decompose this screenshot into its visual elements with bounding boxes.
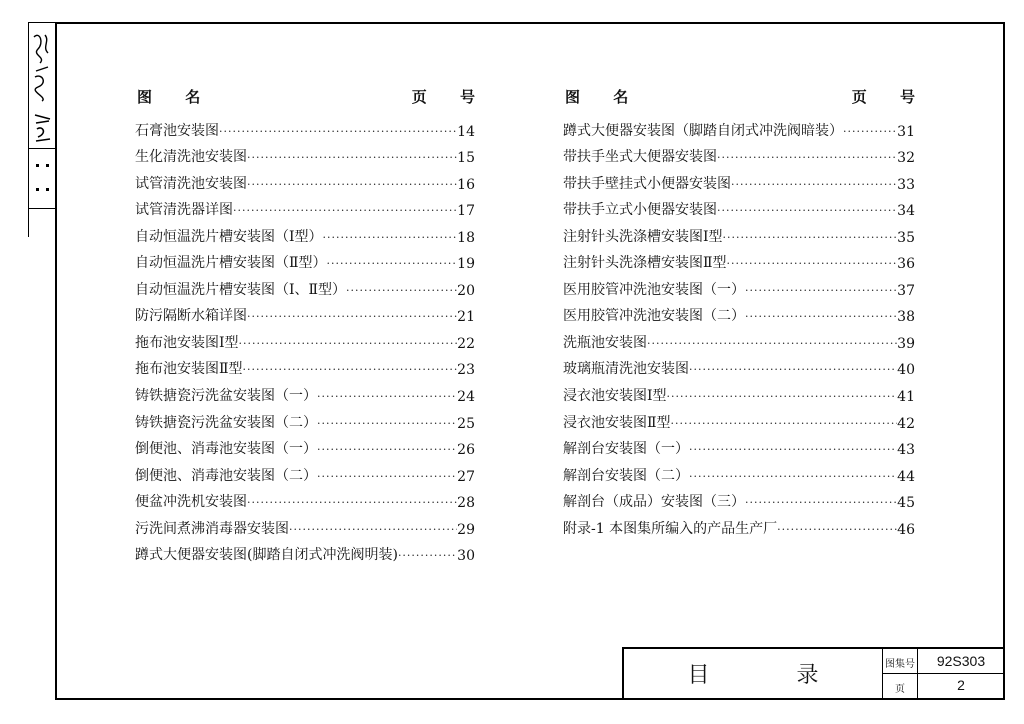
entry-list xyxy=(135,113,475,564)
index-entry xyxy=(135,485,475,512)
entry-page: 26 xyxy=(457,442,475,459)
entry-page: 28 xyxy=(457,495,475,512)
index-entry xyxy=(135,272,475,299)
entry-title: 带扶手立式小便器安装图 xyxy=(563,202,717,219)
header-drawing-name: 图 名 xyxy=(565,88,643,106)
column-header xyxy=(135,86,489,108)
dot-leader xyxy=(233,204,457,219)
dot-leader xyxy=(717,204,897,219)
entry-title: 铸铁搪瓷污洗盆安装图（一） xyxy=(135,388,317,405)
index-column-right xyxy=(563,86,929,538)
binding-margin xyxy=(28,22,55,237)
entry-list xyxy=(563,113,915,538)
entry-page: 18 xyxy=(457,229,475,246)
entry-title: 试管清洗池安装图 xyxy=(135,175,247,192)
index-entry xyxy=(135,246,475,273)
dot-leader xyxy=(247,310,457,325)
index-entry xyxy=(563,325,915,352)
page-label: 页 xyxy=(895,684,905,695)
atlas-number-label: 图集号 xyxy=(885,659,915,670)
entry-page: 15 xyxy=(457,150,475,167)
dot-leader xyxy=(745,310,897,325)
header-drawing-name: 图 名 xyxy=(137,88,215,106)
entry-title: 防污隔断水箱详图 xyxy=(135,308,247,325)
entry-page: 19 xyxy=(457,256,475,273)
index-entry xyxy=(563,219,915,246)
entry-title: 便盆冲洗机安装图 xyxy=(135,494,247,511)
dot-leader xyxy=(317,470,457,485)
entry-page: 42 xyxy=(897,415,915,432)
dot-leader xyxy=(239,337,458,352)
dot-leader xyxy=(247,151,457,166)
index-entry xyxy=(135,140,475,167)
index-entry xyxy=(135,113,475,140)
approval-scribble xyxy=(32,111,54,145)
entry-page: 46 xyxy=(897,521,915,538)
entry-title: 自动恒温洗片槽安装图（Ⅰ、Ⅱ型） xyxy=(135,281,347,298)
entry-title: 附录-1 本图集所编入的产品生产厂 xyxy=(563,520,778,537)
dot-leader xyxy=(317,390,457,405)
entry-page: 32 xyxy=(897,150,915,167)
header-page-number: 页 号 xyxy=(411,88,489,106)
signature-scribble xyxy=(30,27,54,105)
index-entry xyxy=(135,432,475,459)
index-entry xyxy=(563,193,915,220)
entry-title: 浸衣池安装图Ⅱ型 xyxy=(563,414,671,431)
entry-page: 45 xyxy=(897,495,915,512)
entry-page: 20 xyxy=(457,282,475,299)
divider xyxy=(882,673,1003,674)
index-entry xyxy=(563,432,915,459)
dot-leader xyxy=(323,231,458,246)
entry-page: 22 xyxy=(457,335,475,352)
entry-page: 23 xyxy=(457,362,475,379)
index-entry xyxy=(135,325,475,352)
index-entry xyxy=(135,378,475,405)
entry-page: 39 xyxy=(897,335,915,352)
entry-page: 37 xyxy=(897,282,915,299)
entry-title: 洗瓶池安装图 xyxy=(563,334,647,351)
entry-title: 带扶手坐式大便器安装图 xyxy=(563,149,717,166)
index-entry xyxy=(135,299,475,326)
index-entry xyxy=(135,193,475,220)
dot-leader xyxy=(731,178,897,193)
dot-leader xyxy=(327,257,458,272)
dot-leader xyxy=(723,231,898,246)
dot-leader xyxy=(667,390,898,405)
entry-title: 带扶手壁挂式小便器安装图 xyxy=(563,175,731,192)
entry-page: 24 xyxy=(457,389,475,406)
entry-title: 倒便池、消毒池安装图（二） xyxy=(135,467,317,484)
entry-title: 解剖台安装图（一） xyxy=(563,441,689,458)
dot-leader xyxy=(317,443,457,458)
margin-cell-marks xyxy=(29,149,56,209)
entry-page: 41 xyxy=(897,389,915,406)
entry-page: 14 xyxy=(457,123,475,140)
dot-leader xyxy=(289,523,457,538)
index-entry xyxy=(563,378,915,405)
index-entry xyxy=(563,246,915,273)
dot-leader xyxy=(717,151,897,166)
index-entry xyxy=(135,352,475,379)
dot-leader xyxy=(745,496,897,511)
atlas-number-value: 92S303 xyxy=(936,653,986,669)
index-entry xyxy=(563,405,915,432)
header-page-number: 页 号 xyxy=(851,88,929,106)
entry-title: 医用胶管冲洗池安装图（二） xyxy=(563,308,745,325)
dot-leader xyxy=(727,257,898,272)
index-entry xyxy=(135,166,475,193)
entry-title: 铸铁搪瓷污洗盆安装图（二） xyxy=(135,414,317,431)
index-column-left xyxy=(135,86,489,565)
entry-title: 石膏池安装图 xyxy=(135,122,219,139)
index-entry xyxy=(563,113,915,140)
dot-leader xyxy=(247,496,457,511)
dot-leader xyxy=(689,363,897,378)
entry-page: 38 xyxy=(897,309,915,326)
index-entry xyxy=(563,299,915,326)
entry-title: 玻璃瓶清洗池安装图 xyxy=(563,361,689,378)
dot-leader xyxy=(398,549,457,564)
dot-leader xyxy=(745,284,897,299)
index-entry xyxy=(563,272,915,299)
entry-title: 蹲式大便器安装图(脚踏自闭式冲洗阀明装) xyxy=(135,547,398,564)
entry-page: 33 xyxy=(897,176,915,193)
index-entry xyxy=(135,538,475,565)
entry-title: 自动恒温洗片槽安装图（Ⅱ型） xyxy=(135,255,327,272)
entry-title: 拖布池安装图Ⅱ型 xyxy=(135,361,243,378)
dot-leader xyxy=(247,178,457,193)
index-entry xyxy=(135,405,475,432)
entry-page: 21 xyxy=(457,309,475,326)
entry-page: 16 xyxy=(457,176,475,193)
dot-leader xyxy=(689,443,897,458)
index-entry xyxy=(135,511,475,538)
entry-title: 注射针头洗涤槽安装图Ⅰ型 xyxy=(563,228,723,245)
entry-title: 试管清洗器详图 xyxy=(135,202,233,219)
dot-leader xyxy=(317,417,457,432)
entry-title: 浸衣池安装图Ⅰ型 xyxy=(563,388,667,405)
entry-title: 蹲式大便器安装图（脚踏自闭式冲洗阀暗装） xyxy=(563,122,843,139)
entry-title: 生化清洗池安装图 xyxy=(135,149,247,166)
index-entry xyxy=(563,166,915,193)
margin-cell xyxy=(29,107,56,149)
dot-leader xyxy=(647,337,897,352)
dot-leader xyxy=(219,125,457,140)
entry-page: 29 xyxy=(457,521,475,538)
index-entry xyxy=(563,511,915,538)
entry-page: 43 xyxy=(897,442,915,459)
entry-page: 30 xyxy=(457,548,475,565)
entry-title: 注射针头洗涤槽安装图Ⅱ型 xyxy=(563,255,727,272)
margin-marks xyxy=(32,154,54,204)
entry-title: 拖布池安装图Ⅰ型 xyxy=(135,334,239,351)
entry-page: 27 xyxy=(457,468,475,485)
sheet-title: 目 录 xyxy=(687,663,859,688)
column-header xyxy=(563,86,929,108)
entry-page: 34 xyxy=(897,203,915,220)
dot-leader xyxy=(777,523,897,538)
index-entry xyxy=(563,140,915,167)
dot-leader xyxy=(689,470,897,485)
title-block xyxy=(622,647,1003,698)
index-entry xyxy=(563,458,915,485)
page-value: 2 xyxy=(957,677,965,693)
entry-page: 35 xyxy=(897,229,915,246)
entry-title: 自动恒温洗片槽安装图（Ⅰ型） xyxy=(135,228,323,245)
entry-title: 解剖台安装图（二） xyxy=(563,467,689,484)
entry-title: 倒便池、消毒池安装图（一） xyxy=(135,441,317,458)
dot-leader xyxy=(671,417,898,432)
entry-page: 31 xyxy=(897,123,915,140)
index-entry xyxy=(135,219,475,246)
entry-page: 36 xyxy=(897,256,915,273)
entry-page: 25 xyxy=(457,415,475,432)
dot-leader xyxy=(243,363,458,378)
entry-title: 医用胶管冲洗池安装图（一） xyxy=(563,281,745,298)
index-entry xyxy=(135,458,475,485)
entry-page: 44 xyxy=(897,468,915,485)
entry-title: 解剖台（成品）安装图（三） xyxy=(563,494,745,511)
dot-leader xyxy=(843,125,897,140)
index-entry xyxy=(563,485,915,512)
index-entry xyxy=(563,352,915,379)
entry-page: 17 xyxy=(457,203,475,220)
entry-title: 污洗间煮沸消毒器安装图 xyxy=(135,520,289,537)
dot-leader xyxy=(346,284,457,299)
entry-page: 40 xyxy=(897,362,915,379)
